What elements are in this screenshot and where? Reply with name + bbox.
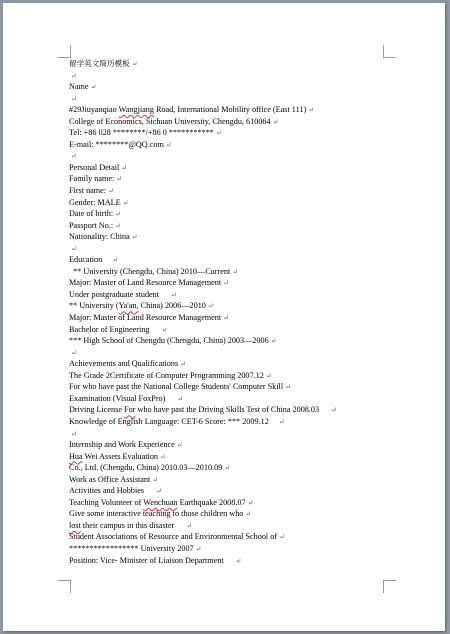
spellcheck-word: Hua [69, 451, 83, 461]
gender-line: Gender: MALE ↵ [69, 197, 129, 207]
empty-paragraph [69, 347, 399, 359]
crop-mark-bottom-left [58, 580, 71, 593]
document-page[interactable] [3, 3, 445, 631]
paragraph-mark-icon: ↵ [265, 371, 272, 380]
paragraph-mark-icon: ↵ [160, 452, 166, 461]
paragraph-mark-icon: ↵ [223, 279, 229, 288]
paragraph-mark-icon: ↵ [232, 267, 239, 276]
paragraph-mark-icon: ↵ [195, 544, 202, 553]
internship-role: Work as Office Assistant ↵ [69, 474, 159, 484]
achievement-item: For who have past the National College Students' Computer Skill ↵ [69, 382, 291, 392]
paragraph-mark-icon: ↵ [71, 429, 77, 438]
first-name-line: First name: ↵ [69, 186, 114, 196]
achievements-heading: Achievements and Qualifications ↵ [69, 359, 187, 369]
spellcheck-word: Wangjiang [118, 105, 154, 115]
spellcheck-word: lost [69, 520, 81, 530]
paragraph-mark-icon: ↵ [116, 175, 123, 184]
achievement-item: The Grade 2Certificate of Computer Programming 2007.12 ↵ [69, 370, 272, 380]
spellcheck-word: For [124, 405, 136, 415]
family-name-line: Family name: ↵ [69, 174, 123, 184]
paragraph-mark-icon: ↵ [270, 337, 277, 346]
paragraph-mark-icon: ↵ [278, 417, 285, 426]
paragraph-mark-icon: ↵ [247, 498, 254, 507]
paragraph-mark-icon: ↵ [215, 129, 222, 138]
paragraph-mark-icon: ↵ [161, 325, 168, 334]
volunteer-line: Teaching Volunteer of Wenchuan Earthquake 2008.07 ↵ [69, 497, 254, 507]
paragraph-mark-icon: ↵ [71, 94, 77, 103]
achievement-item: Examination (Visual FoxPro) ↵ [69, 393, 184, 403]
paragraph-mark-icon: ↵ [108, 187, 114, 196]
tel-line: Tel: +86 028 ********/+86 0 *********** ↵ [69, 128, 222, 138]
education-major1: Major: Master of Land Resource Management ↵ [69, 278, 229, 288]
paragraph-mark-icon: ↵ [176, 441, 183, 450]
email-line: E-mail: ********@QQ.com ↵ [69, 139, 172, 149]
paragraph-mark-icon: ↵ [122, 198, 129, 207]
empty-paragraph [69, 243, 399, 255]
paragraph-mark-icon: ↵ [235, 556, 242, 565]
passport-line: Passport No.: ↵ [69, 220, 121, 230]
document-body[interactable] [69, 58, 399, 566]
dob-line: Date of birth: ↵ [69, 209, 121, 219]
paragraph-mark-icon: ↵ [272, 117, 279, 126]
education-status: Under postgraduate student ↵ [69, 289, 177, 299]
education-heading: Education ↵ [69, 255, 119, 265]
paragraph-mark-icon: ↵ [308, 106, 315, 115]
achievement-item: Knowledge of English Language: CET-6 Score: *** 2009.12 ↵ [69, 416, 285, 426]
paragraph-mark-icon: ↵ [207, 302, 214, 311]
paragraph-mark-icon: ↵ [279, 533, 285, 542]
paragraph-mark-icon: ↵ [115, 210, 121, 219]
paragraph-mark-icon: ↵ [112, 256, 119, 265]
empty-paragraph [69, 70, 399, 82]
paragraph-mark-icon: ↵ [245, 510, 252, 519]
address-line: #29Jiuyanqiao Wangjiang Road, International Mobility office (East 111) ↵ [69, 105, 315, 115]
nationality-line: Nationality: China ↵ [69, 232, 138, 242]
position-line: Position: Vice- Minister of Liaison Department ↵ [69, 555, 242, 565]
paragraph-mark-icon: ↵ [71, 152, 77, 161]
paragraph-mark-icon: ↵ [171, 290, 177, 299]
empty-paragraph [69, 150, 399, 162]
crop-mark-top-right [383, 45, 396, 58]
volunteer-line: lost their campus in this disaster ↵ [69, 520, 193, 530]
internship-company2: Co., Ltd. (Chengdu, China) 2010.03—2010.09 ↵ [69, 463, 231, 473]
doc-title: 留学英文简历模板 ↵ [69, 59, 138, 68]
education-major2: Major: Master of Land Resource Management ↵ [69, 313, 229, 323]
paragraph-mark-icon: ↵ [285, 383, 291, 392]
personal-heading: Personal Detail ↵ [69, 162, 128, 172]
paragraph-mark-icon: ↵ [152, 475, 159, 484]
paragraph-mark-icon: ↵ [115, 221, 121, 230]
association-line: Student Associations of Resource and Environmental School of ↵ [69, 532, 285, 542]
paragraph-mark-icon: ↵ [131, 60, 138, 68]
education-uni2: ** University (Ya'an, China) 2006—2010 ↵ [69, 301, 214, 311]
paragraph-mark-icon: ↵ [180, 360, 187, 369]
paragraph-mark-icon: ↵ [71, 244, 77, 253]
education-school: *** High School of Chengdu (Chengdu, China) 2003—2006 ↵ [69, 336, 277, 346]
paragraph-mark-icon: ↵ [186, 521, 193, 530]
paragraph-mark-icon: ↵ [71, 348, 77, 357]
college-line: College of Economics, Sichuan University, Chengdu, 610064 ↵ [69, 116, 279, 126]
education-uni1: ** University (Chengdu, China) 2010—Current ↵ [73, 266, 239, 276]
paragraph-mark-icon: ↵ [177, 394, 184, 403]
paragraph-mark-icon: ↵ [71, 71, 77, 80]
paragraph-mark-icon: ↵ [224, 464, 231, 473]
empty-paragraph [69, 93, 399, 105]
crop-mark-bottom-right [383, 580, 396, 593]
internship-company: Hua Wei Assets Evaluation ↵ [69, 451, 166, 461]
paragraph-mark-icon: ↵ [223, 314, 229, 323]
empty-paragraph [69, 428, 399, 440]
spellcheck-word: Ya'an, [118, 301, 139, 311]
volunteer-line: Give some interactive teaching to those children who ↵ [69, 509, 252, 519]
crop-mark-top-left [58, 45, 71, 58]
association-line: ***************** University 2007 ↵ [69, 543, 202, 553]
paragraph-mark-icon: ↵ [131, 233, 138, 242]
paragraph-mark-icon: ↵ [165, 140, 172, 149]
paragraph-mark-icon: ↵ [121, 163, 128, 172]
name-label: Name ↵ [69, 82, 97, 92]
education-degree: Bachelor of Engineering ↵ [69, 324, 168, 334]
internship-heading: Internship and Work Experience ↵ [69, 440, 183, 450]
activities-heading: Activities and Hobbies ↵ [69, 486, 162, 496]
paragraph-mark-icon: ↵ [156, 487, 162, 496]
achievement-item: Driving License For who have past the Driving Skills Test of China 2008.03 ↵ [69, 405, 337, 415]
spellcheck-word: Wenchuan [143, 497, 178, 507]
paragraph-mark-icon: ↵ [331, 406, 337, 415]
paragraph-mark-icon: ↵ [90, 83, 97, 92]
